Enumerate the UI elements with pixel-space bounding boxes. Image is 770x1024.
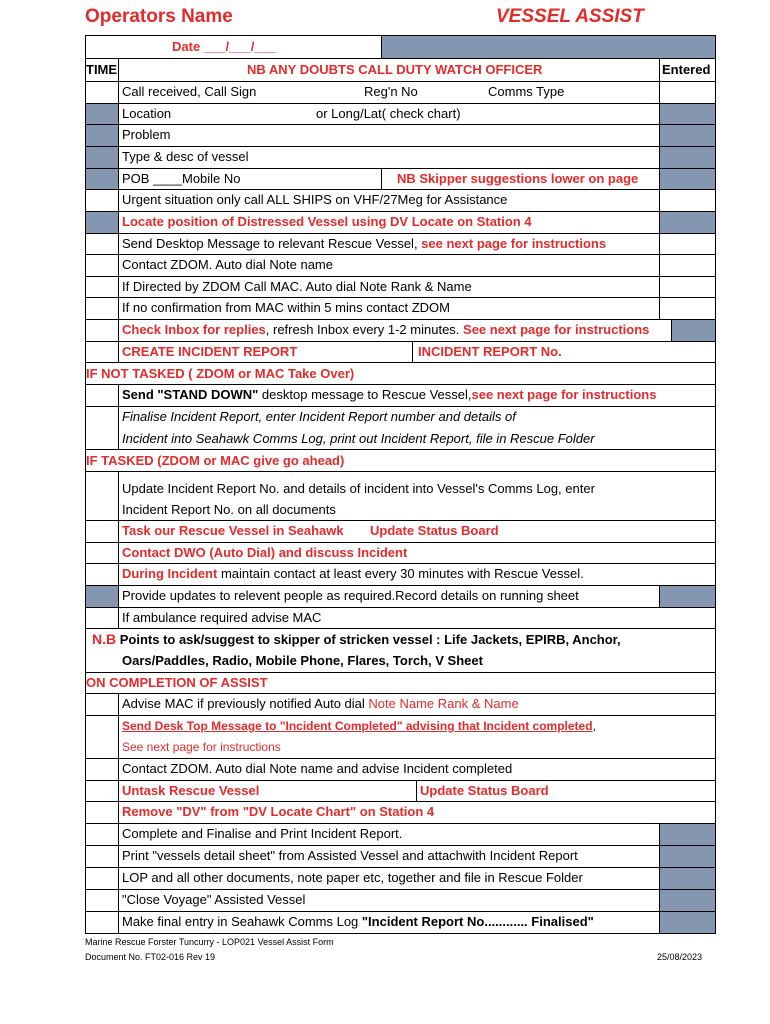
row-points-1 <box>92 629 621 650</box>
row-finalise-2: Incident into Seahawk Comms Log, print out Incident Report, file in Rescue Folder <box>122 431 595 446</box>
footer-date: 25/08/2023 <box>657 952 703 962</box>
row-create-incident: CREATE INCIDENT REPORT <box>122 344 298 359</box>
shade-right-complete <box>659 823 715 845</box>
row-see-next-page: See next page for instructions <box>122 740 281 754</box>
row-task-rescue: Task our Rescue Vessel in Seahawk <box>122 523 344 538</box>
row-no-confirmation: If no confirmation from MAC within 5 mins contact ZDOM <box>122 300 450 315</box>
shade-right-close-voyage <box>659 889 715 911</box>
row-pob: POB ____Mobile No <box>122 171 241 186</box>
shade-right-print <box>659 845 715 867</box>
tasked-heading: IF TASKED (ZDOM or MAC give go ahead) <box>86 453 345 468</box>
row-type-desc: Type & desc of vessel <box>122 149 249 164</box>
row-remove-dv: Remove "DV" from "DV Locate Chart" on Station 4 <box>122 804 435 819</box>
stand-down-text: desktop message to Rescue Vessel, <box>258 387 472 402</box>
row-update-1: Update Incident Report No. and details of incident into Vessel's Comms Log, enter <box>122 481 595 496</box>
send-desktop-text: Send Desktop Message to relevant Rescue Vessel, <box>122 236 422 251</box>
stand-down-bold: Send "STAND DOWN" <box>122 387 259 402</box>
final-entry-text: Make final entry in Seahawk Comms Log <box>122 914 362 929</box>
points-text-1: Points to ask/suggest to skipper of stricken vessel : Life Jackets, EPIRB, Anchor, <box>116 632 621 647</box>
row-final-entry <box>122 911 594 932</box>
check-inbox-see-next: See next page for instructions <box>463 322 650 337</box>
shade-left-provide <box>85 585 118 607</box>
during-incident-label: During Incident <box>122 566 218 581</box>
row-locate-position: Locate position of Distressed Vessel using DV Locate on Station 4 <box>122 214 532 229</box>
row-send-desktop <box>122 233 606 254</box>
row-skipper-suggestions: NB Skipper suggestions lower on page <box>397 171 639 186</box>
vessel-assist-title: VESSEL ASSIST <box>496 6 644 27</box>
shade-left-location <box>85 103 118 124</box>
completion-heading: ON COMPLETION OF ASSIST <box>86 675 268 690</box>
row-print-vessels: Print "vessels detail sheet" from Assisted Vessel and attachwith Incident Report <box>122 848 578 863</box>
check-inbox-black: , refresh Inbox every 1-2 minutes. <box>265 322 464 337</box>
row-stand-down <box>122 384 656 405</box>
send-desktop-see-next: see next page for instructions <box>421 236 607 251</box>
shade-right-location <box>659 103 715 124</box>
row-advise-mac <box>122 693 519 714</box>
footer-org: Marine Rescue Forster Tuncurry - LOP021 Vessel Assist Form <box>85 937 334 947</box>
row-update-2: Incident Report No. on all documents <box>122 502 336 517</box>
send-desk-top-comma: , <box>592 719 596 733</box>
row-call-received: Call received, Call Sign <box>122 84 257 99</box>
row-lop: LOP and all other documents, note paper etc, together and file in Rescue Folder <box>122 870 583 885</box>
footer-doc-no: Document No. FT02-016 Rev 19 <box>85 952 216 962</box>
duty-warning: NB ANY DOUBTS CALL DUTY WATCH OFFICER <box>247 62 543 77</box>
row-contact-zdom: Contact ZDOM. Auto dial Note name <box>122 257 333 272</box>
row-check-inbox <box>122 319 649 340</box>
shade-left-problem <box>85 124 118 146</box>
shade-right-final <box>659 911 715 933</box>
row-comms-type: Comms Type <box>488 84 565 99</box>
row-if-directed: If Directed by ZDOM Call MAC. Auto dial Note Rank & Name <box>122 279 472 294</box>
not-tasked-heading: IF NOT TASKED ( ZDOM or MAC Take Over) <box>86 366 355 381</box>
date-label: Date ___/___/___ <box>172 39 277 54</box>
nb-label: N.B <box>92 631 117 647</box>
shade-date-box <box>381 35 715 58</box>
row-finalise-1: Finalise Incident Report, enter Incident Report number and details of <box>122 409 516 424</box>
maintain-contact-text: maintain contact at least every 30 minutes with Rescue Vessel. <box>217 566 584 581</box>
row-long-lat: or Long/Lat( check chart) <box>316 106 461 121</box>
check-inbox-red: Check Inbox for replies <box>122 322 266 337</box>
row-contact-dwo: Contact DWO (Auto Dial) and discuss Incident <box>122 545 408 560</box>
final-entry-bold: "Incident Report No............ Finalised" <box>361 914 594 929</box>
time-column-header: TIME <box>86 62 118 77</box>
shade-right-pob <box>659 168 715 189</box>
row-contact-zdom-complete: Contact ZDOM. Auto dial Note name and advise Incident completed <box>122 761 513 776</box>
row-send-desk-top <box>122 716 596 737</box>
row-close-voyage: "Close Voyage" Assisted Vessel <box>122 892 306 907</box>
advise-mac-text: Advise MAC if previously notified Auto dial <box>122 696 369 711</box>
row-update-status-complete: Update Status Board <box>420 783 549 798</box>
entered-column-header: Entered <box>662 62 711 77</box>
row-regn-no: Reg'n No <box>364 84 418 99</box>
shade-left-pob <box>85 168 118 189</box>
row-location: Location <box>122 106 172 121</box>
shade-right-problem <box>659 124 715 146</box>
row-ambulance: If ambulance required advise MAC <box>122 610 322 625</box>
shade-right-locate <box>659 211 715 233</box>
shade-right-type <box>659 146 715 168</box>
row-urgent: Urgent situation only call ALL SHIPS on VHF/27Meg for Assistance <box>122 192 508 207</box>
shade-right-check-inbox <box>671 319 715 341</box>
shade-right-provide <box>659 585 715 607</box>
row-provide-updates: Provide updates to relevent people as required.Record details on running sheet <box>122 588 579 603</box>
operators-name-title: Operators Name <box>85 6 233 27</box>
shade-left-type <box>85 146 118 168</box>
shade-left-locate <box>85 211 118 233</box>
shade-right-lop <box>659 867 715 889</box>
row-problem: Problem <box>122 127 171 142</box>
row-update-status: Update Status Board <box>370 523 499 538</box>
row-during-incident <box>122 563 584 584</box>
row-complete-finalise: Complete and Finalise and Print Incident Report. <box>122 826 403 841</box>
row-incident-report-no: INCIDENT REPORT No. <box>418 344 562 359</box>
note-name-rank: Note Name Rank & Name <box>368 696 519 711</box>
row-untask: Untask Rescue Vessel <box>122 783 260 798</box>
row-points-2: Oars/Paddles, Radio, Mobile Phone, Flares, Torch, V Sheet <box>122 653 483 668</box>
send-desk-top-link[interactable]: Send Desk Top Message to "Incident Completed" advising that Incident completed <box>122 719 593 733</box>
stand-down-see-next: see next page for instructions <box>471 387 657 402</box>
